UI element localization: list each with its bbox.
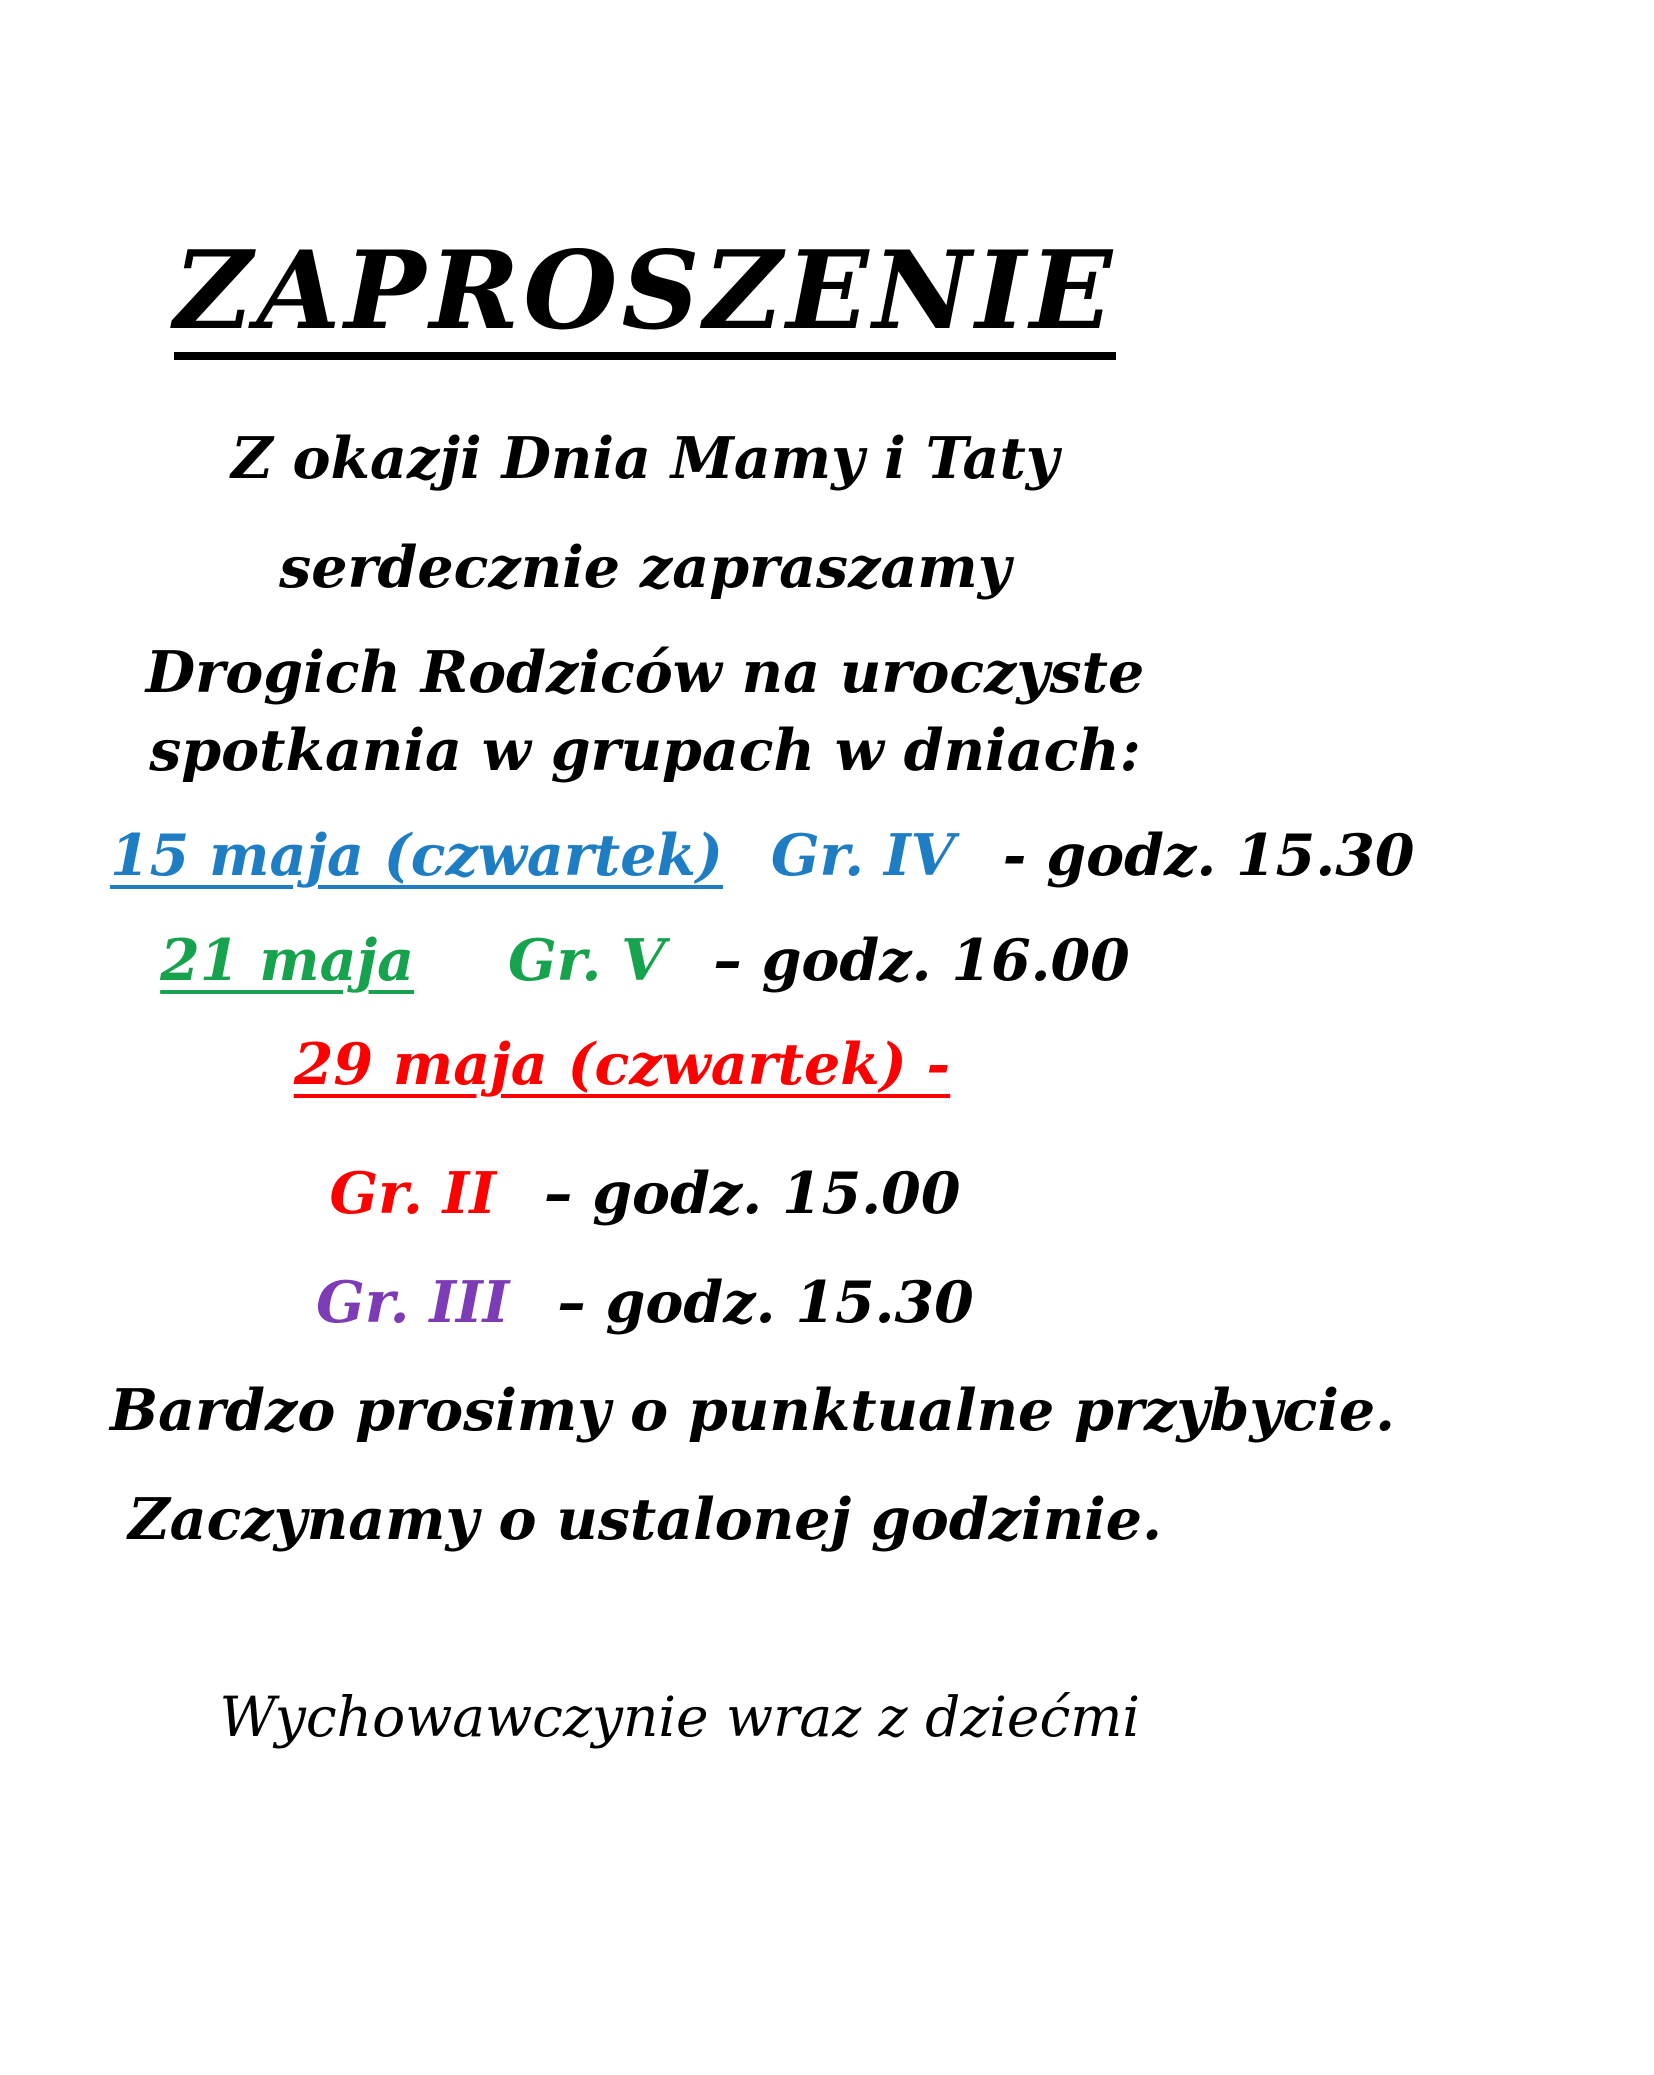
page-title: ZAPROSZENIE (174, 235, 1116, 360)
schedule-row-5-time: – godz. 15.30 (557, 1268, 974, 1336)
schedule-row-4-group: Gr. II (329, 1159, 496, 1227)
schedule-row-1-date: 15 maja (czwartek) (110, 822, 723, 890)
schedule-row-4 (110, 1155, 1180, 1234)
schedule-row-2-time: – godz. 16.00 (713, 926, 1130, 994)
closing-line-2: Zaczynamy o ustalonej godzinie. (128, 1485, 1162, 1553)
title-row (110, 228, 1180, 360)
schedule-row-1-group: Gr. IV (770, 822, 955, 890)
schedule-row-2-date: 21 maja (160, 926, 415, 994)
intro-line-2: serdecznie zapraszamy (279, 534, 1011, 602)
schedule-row-4-time: – godz. 15.00 (543, 1159, 961, 1227)
schedule-row-2-group: Gr. V (507, 926, 666, 994)
signature-text: Wychowawczynie wraz z dziećmi (219, 1684, 1140, 1749)
intro-line-1: Z okazji Dnia Mamy i Taty (231, 425, 1059, 493)
schedule-row-1-time: - godz. 15.30 (1002, 822, 1415, 890)
schedule-row-3 (110, 1026, 1180, 1105)
schedule-row-5 (110, 1264, 1180, 1343)
invitation-content (110, 0, 1415, 1749)
schedule-row-5-group: Gr. III (316, 1268, 510, 1336)
closing-line-1: Bardzo prosimy o punktualne przybycie. (110, 1377, 1395, 1445)
schedule-row-1 (110, 817, 1415, 896)
intro-line-3: Drogich Rodziców na uroczyste (145, 638, 1145, 706)
signature-row (110, 1685, 1180, 1749)
schedule-row-3-date: 29 maja (czwartek) - (293, 1031, 951, 1099)
intro-line-4: spotkania w grupach w dniach: (149, 717, 1141, 785)
schedule-row-2 (110, 922, 1180, 1001)
